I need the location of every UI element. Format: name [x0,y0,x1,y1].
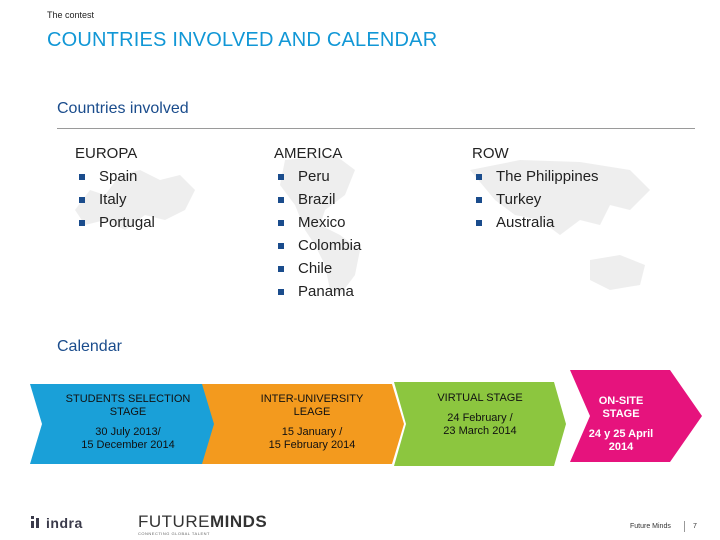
bullet-icon [278,266,284,272]
stage-dates-end: 15 December 2014 [81,439,175,451]
calendar-section-label: Calendar [57,338,122,355]
country-item [274,211,361,234]
futureminds-tagline: CONNECTING GLOBAL TALENT [138,531,210,536]
indra-logo: indra [46,515,83,531]
country-item [274,188,361,211]
logo-future: FUTURE [138,512,210,531]
country-name: Spain [99,168,138,185]
stage-onsite [580,395,662,454]
stage-title: ON-SITE STAGE [598,395,644,420]
country-name: Colombia [298,237,362,254]
america-heading: AMERICA [274,145,343,162]
bullet-icon [278,197,284,203]
page-number: 7 [693,523,697,530]
stage-title: INTER-UNIVERSITY LEAGE [260,393,364,418]
europe-column [75,145,155,234]
bullet-icon [278,289,284,295]
stage-league [246,393,378,452]
logo-minds: MINDS [209,512,268,531]
row-heading: ROW [472,145,509,162]
section-divider [57,128,695,129]
country-item [75,165,155,188]
country-name: Portugal [99,214,155,231]
bullet-icon [476,220,482,226]
bullet-icon [278,220,284,226]
country-name: Panama [298,283,354,300]
country-name: Italy [99,191,127,208]
country-item [274,257,361,280]
stage-dates-start: 24 February / [447,412,513,424]
stage-dates-start: 24 y 25 April [588,428,654,440]
country-item [274,234,361,257]
stage-dates-end: 2014 [608,441,634,453]
country-name: Peru [298,168,330,185]
country-name: Australia [496,214,555,231]
bullet-icon [476,174,482,180]
america-column [274,145,361,303]
stage-title: STUDENTS SELECTION STAGE [65,393,191,418]
countries-section-label: Countries involved [57,100,189,117]
country-name: Turkey [496,191,542,208]
country-item [274,165,361,188]
country-item [472,188,599,211]
country-item [75,211,155,234]
slide-title: COUNTRIES INVOLVED AND CALENDAR [47,29,438,51]
bullet-icon [278,174,284,180]
country-name: The Philippines [496,168,599,185]
stage-students [62,393,194,452]
stage-dates-end: 23 March 2014 [443,425,517,437]
slide-kicker: The contest [47,10,95,20]
futureminds-logo [138,512,267,532]
stage-title: VIRTUAL STAGE [437,392,523,404]
indra-logo-icon [30,515,42,529]
country-name: Mexico [298,214,346,231]
country-item [472,211,599,234]
europe-heading: EUROPA [75,145,138,162]
bullet-icon [278,243,284,249]
footer [0,506,720,540]
country-name: Brazil [298,191,336,208]
stage-dates-start: 15 January / [281,426,343,438]
stage-dates-start: 30 July 2013/ [95,426,161,438]
footer-separator [684,521,685,532]
footer-event-name: Future Minds [630,523,671,530]
bullet-icon [476,197,482,203]
country-name: Chile [298,260,333,277]
stage-dates-end: 15 February 2014 [268,439,356,451]
bullet-icon [79,174,85,180]
country-item [472,165,599,188]
country-item [274,280,361,303]
bullet-icon [79,197,85,203]
country-item [75,188,155,211]
row-column [472,145,599,234]
bullet-icon [79,220,85,226]
stage-virtual [430,392,530,438]
